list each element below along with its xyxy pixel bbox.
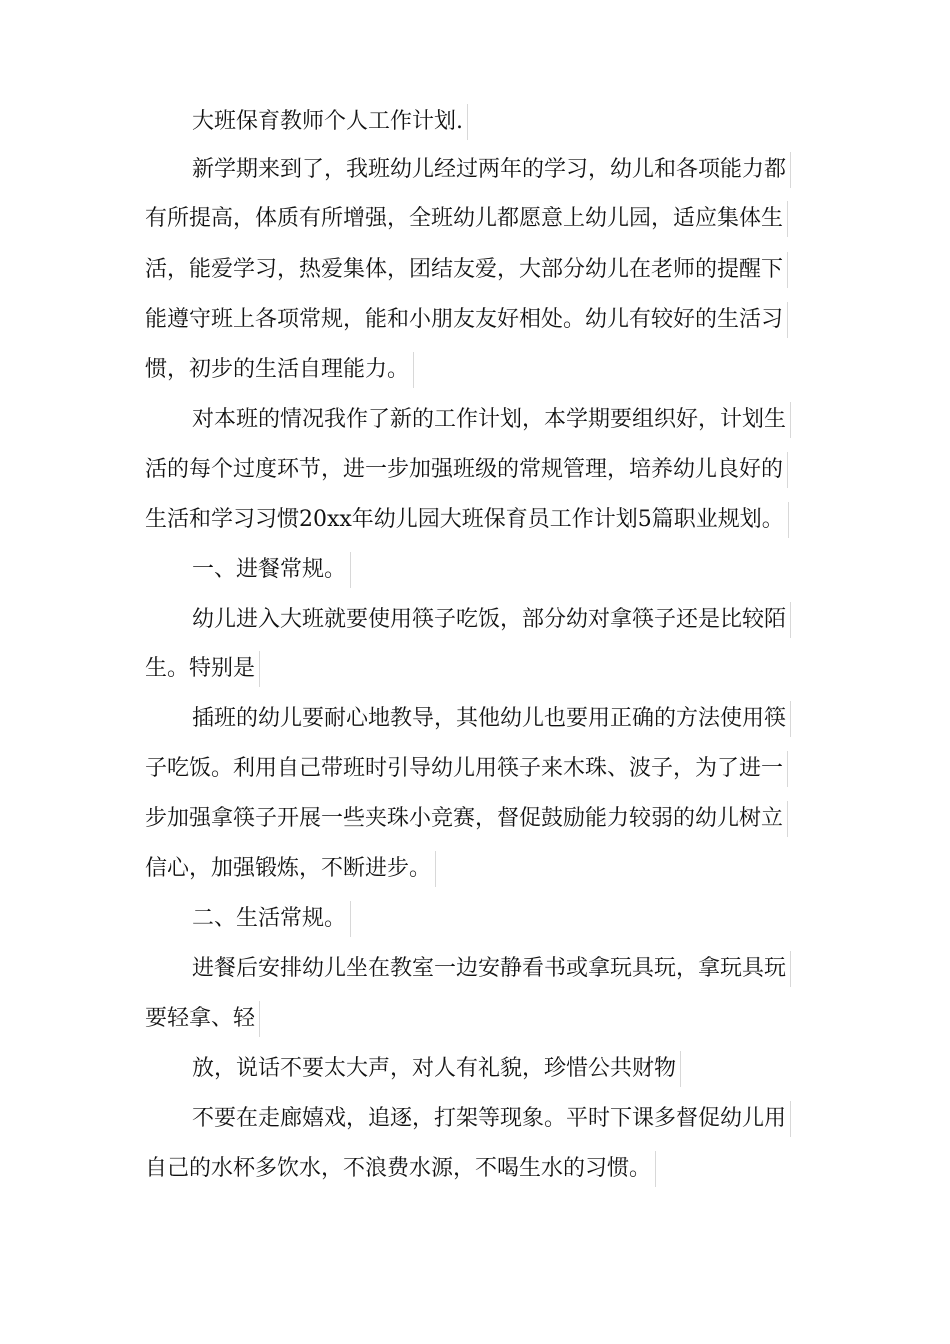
paragraph-line: 生。特别是 [145, 651, 260, 687]
paragraph-line: 要轻拿、轻 [145, 1001, 260, 1037]
document-title: 大班保育教师个人工作计划. [192, 104, 468, 140]
section-heading: 一、进餐常规。 [192, 552, 351, 588]
paragraph-line: 对本班的情况我作了新的工作计划，本学期要组织好，计划生 [192, 402, 791, 438]
paragraph-line: 插班的幼儿要耐心地教导，其他幼儿也要用正确的方法使用筷 [192, 701, 791, 737]
section-heading: 二、生活常规。 [192, 901, 351, 937]
paragraph-line: 自己的水杯多饮水，不浪费水源，不喝生水的习惯。 [145, 1151, 656, 1187]
paragraph-line: 步加强拿筷子开展一些夹珠小竞赛，督促鼓励能力较弱的幼儿树立 [145, 801, 788, 837]
paragraph-line: 信心，加强锻炼，不断进步。 [145, 851, 436, 887]
paragraph-line: 进餐后安排幼儿坐在教室一边安静看书或拿玩具玩，拿玩具玩 [192, 951, 791, 987]
paragraph-line: 惯，初步的生活自理能力。 [145, 352, 414, 388]
paragraph-line: 新学期来到了，我班幼儿经过两年的学习，幼儿和各项能力都 [192, 152, 791, 188]
paragraph-line: 幼儿进入大班就要使用筷子吃饭，部分幼对拿筷子还是比较陌 [192, 602, 791, 638]
paragraph-line: 子吃饭。利用自己带班时引导幼儿用筷子来木珠、波子，为了进一 [145, 751, 788, 787]
paragraph-line: 有所提高，体质有所增强，全班幼儿都愿意上幼儿园，适应集体生 [145, 201, 788, 237]
paragraph-line: 活，能爱学习，热爱集体，团结友爱，大部分幼儿在老师的提醒下 [145, 252, 788, 288]
paragraph-line: 放，说话不要太大声，对人有礼貌，珍惜公共财物 [192, 1051, 681, 1087]
paragraph-line: 不要在走廊嬉戏，追逐，打架等现象。平时下课多督促幼儿用 [192, 1101, 791, 1137]
paragraph-line: 生活和学习习惯20xx年幼儿园大班保育员工作计划5篇职业规划。 [145, 502, 789, 538]
paragraph-line: 能遵守班上各项常规，能和小朋友友好相处。幼儿有较好的生活习 [145, 302, 788, 338]
paragraph-line: 活的每个过度环节，进一步加强班级的常规管理，培养幼儿良好的 [145, 452, 788, 488]
